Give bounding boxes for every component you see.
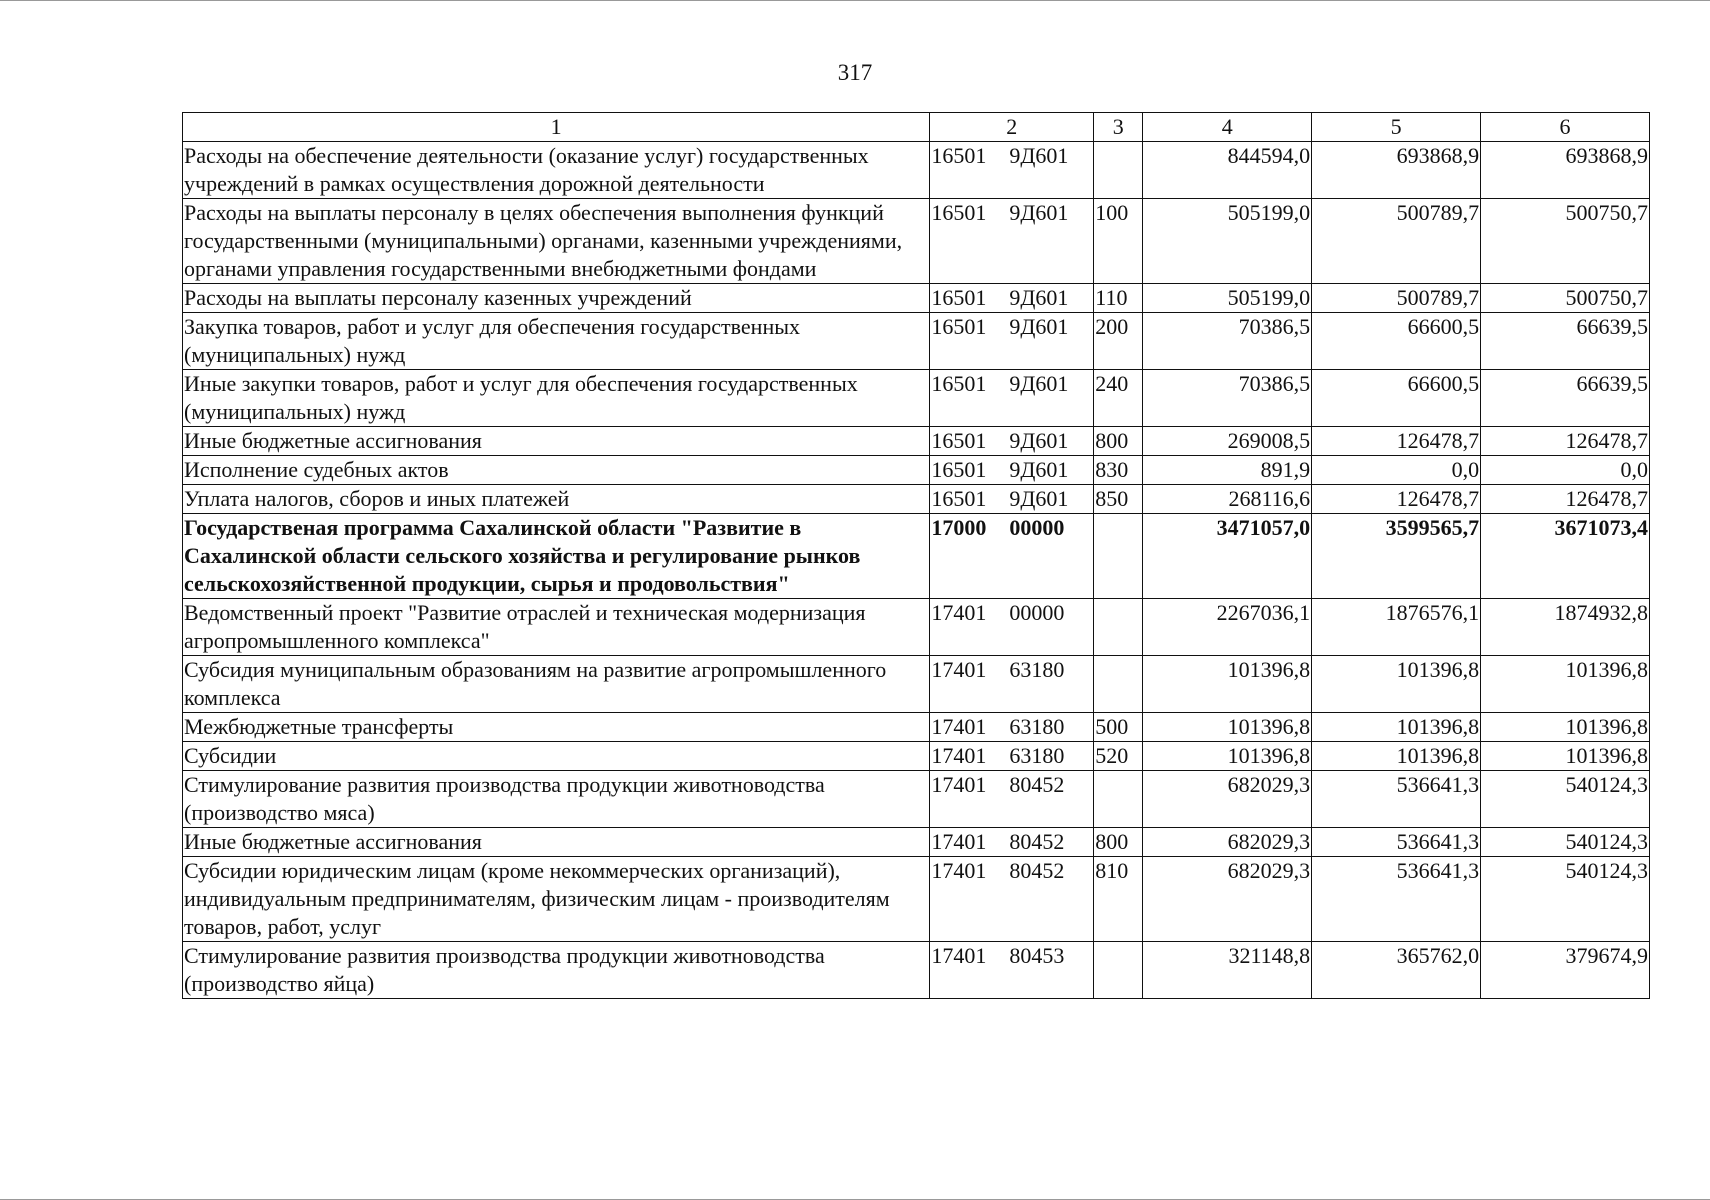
target-article-code xyxy=(930,514,1094,599)
table-row xyxy=(183,713,1650,742)
target-article-code xyxy=(930,142,1094,199)
amount-year-1: 321148,8 xyxy=(1143,942,1312,999)
amount-year-2: 0,0 xyxy=(1312,456,1481,485)
program-code: 17401 xyxy=(931,829,987,854)
expense-type-code: 800 xyxy=(1094,427,1143,456)
row-name: Субсидии xyxy=(183,742,930,771)
amount-year-1: 682029,3 xyxy=(1143,828,1312,857)
amount-year-2: 1876576,1 xyxy=(1312,599,1481,656)
table-row xyxy=(183,284,1650,313)
expense-type-code xyxy=(1094,599,1143,656)
expense-type-code xyxy=(1094,514,1143,599)
table-body xyxy=(183,142,1650,999)
amount-year-1: 101396,8 xyxy=(1143,713,1312,742)
row-name: Субсидии юридическим лицам (кроме некоммерческих организаций), индивидуальным предпринимателям, физическим лицам - производителям товаров, работ, услуг xyxy=(183,857,930,942)
direction-code: 9Д601 xyxy=(1009,143,1069,168)
table-row xyxy=(183,427,1650,456)
expense-type-code: 200 xyxy=(1094,313,1143,370)
amount-year-2: 536641,3 xyxy=(1312,771,1481,828)
expense-type-code xyxy=(1094,656,1143,713)
amount-year-2: 66600,5 xyxy=(1312,313,1481,370)
expense-type-code: 110 xyxy=(1094,284,1143,313)
amount-year-1: 101396,8 xyxy=(1143,742,1312,771)
amount-year-1: 505199,0 xyxy=(1143,199,1312,284)
expense-type-code: 100 xyxy=(1094,199,1143,284)
amount-year-2: 126478,7 xyxy=(1312,427,1481,456)
program-code: 17000 xyxy=(931,515,987,540)
table-row xyxy=(183,514,1650,599)
amount-year-1: 2267036,1 xyxy=(1143,599,1312,656)
expense-type-code xyxy=(1094,771,1143,828)
program-code: 16501 xyxy=(931,486,987,511)
amount-year-1: 505199,0 xyxy=(1143,284,1312,313)
amount-year-3: 101396,8 xyxy=(1481,713,1650,742)
amount-year-3: 101396,8 xyxy=(1481,742,1650,771)
amount-year-3: 101396,8 xyxy=(1481,656,1650,713)
target-article-code xyxy=(930,284,1094,313)
column-header: 4 xyxy=(1143,113,1312,142)
program-code: 16501 xyxy=(931,428,987,453)
table-row xyxy=(183,599,1650,656)
direction-code: 80453 xyxy=(1009,943,1065,968)
row-name: Государственая программа Сахалинской области "Развитие в Сахалинской области сельского хозяйства и регулирование рынков сельскохозяйственной продукции, сырья и продовольствия" xyxy=(183,514,930,599)
amount-year-2: 3599565,7 xyxy=(1312,514,1481,599)
expense-type-code: 520 xyxy=(1094,742,1143,771)
direction-code: 80452 xyxy=(1009,829,1065,854)
table-row xyxy=(183,456,1650,485)
amount-year-2: 101396,8 xyxy=(1312,742,1481,771)
amount-year-3: 3671073,4 xyxy=(1481,514,1650,599)
expense-type-code: 850 xyxy=(1094,485,1143,514)
row-name: Расходы на выплаты персоналу казенных учреждений xyxy=(183,284,930,313)
amount-year-3: 500750,7 xyxy=(1481,199,1650,284)
row-name: Субсидия муниципальным образованиям на развитие агропромышленного комплекса xyxy=(183,656,930,713)
target-article-code xyxy=(930,427,1094,456)
column-header: 3 xyxy=(1094,113,1143,142)
column-header: 6 xyxy=(1481,113,1650,142)
target-article-code xyxy=(930,857,1094,942)
expense-type-code xyxy=(1094,142,1143,199)
amount-year-2: 101396,8 xyxy=(1312,656,1481,713)
expense-type-code: 240 xyxy=(1094,370,1143,427)
row-name: Иные бюджетные ассигнования xyxy=(183,427,930,456)
direction-code: 00000 xyxy=(1009,600,1065,625)
amount-year-3: 66639,5 xyxy=(1481,370,1650,427)
amount-year-3: 540124,3 xyxy=(1481,828,1650,857)
amount-year-3: 500750,7 xyxy=(1481,284,1650,313)
amount-year-2: 126478,7 xyxy=(1312,485,1481,514)
target-article-code xyxy=(930,370,1094,427)
amount-year-2: 66600,5 xyxy=(1312,370,1481,427)
program-code: 16501 xyxy=(931,457,987,482)
row-name: Межбюджетные трансферты xyxy=(183,713,930,742)
amount-year-3: 126478,7 xyxy=(1481,427,1650,456)
amount-year-1: 70386,5 xyxy=(1143,370,1312,427)
amount-year-1: 682029,3 xyxy=(1143,857,1312,942)
table-row xyxy=(183,313,1650,370)
program-code: 16501 xyxy=(931,314,987,339)
amount-year-1: 891,9 xyxy=(1143,456,1312,485)
target-article-code xyxy=(930,656,1094,713)
row-name: Уплата налогов, сборов и иных платежей xyxy=(183,485,930,514)
amount-year-3: 540124,3 xyxy=(1481,857,1650,942)
target-article-code xyxy=(930,456,1094,485)
amount-year-3: 540124,3 xyxy=(1481,771,1650,828)
program-code: 17401 xyxy=(931,743,987,768)
row-name: Расходы на обеспечение деятельности (оказание услуг) государственных учреждений в рамках осуществления дорожной деятельности xyxy=(183,142,930,199)
program-code: 16501 xyxy=(931,143,987,168)
column-header: 1 xyxy=(183,113,930,142)
table-row xyxy=(183,828,1650,857)
direction-code: 63180 xyxy=(1009,743,1065,768)
amount-year-2: 365762,0 xyxy=(1312,942,1481,999)
amount-year-1: 3471057,0 xyxy=(1143,514,1312,599)
direction-code: 9Д601 xyxy=(1009,486,1069,511)
amount-year-2: 693868,9 xyxy=(1312,142,1481,199)
row-name: Иные закупки товаров, работ и услуг для обеспечения государственных (муниципальных) нужд xyxy=(183,370,930,427)
direction-code: 63180 xyxy=(1009,657,1065,682)
table-row xyxy=(183,370,1650,427)
table-row xyxy=(183,199,1650,284)
row-name: Закупка товаров, работ и услуг для обеспечения государственных (муниципальных) нужд xyxy=(183,313,930,370)
amount-year-3: 126478,7 xyxy=(1481,485,1650,514)
amount-year-2: 500789,7 xyxy=(1312,199,1481,284)
row-name: Расходы на выплаты персоналу в целях обеспечения выполнения функций государственными (муниципальными) органами, казенными учреждениями, органами управления государственными внебюджетными фондами xyxy=(183,199,930,284)
row-name: Исполнение судебных актов xyxy=(183,456,930,485)
amount-year-3: 0,0 xyxy=(1481,456,1650,485)
direction-code: 9Д601 xyxy=(1009,314,1069,339)
direction-code: 00000 xyxy=(1009,515,1065,540)
program-code: 17401 xyxy=(931,600,987,625)
page-number: 317 xyxy=(837,60,873,85)
program-code: 17401 xyxy=(931,943,987,968)
table-row xyxy=(183,857,1650,942)
amount-year-1: 268116,6 xyxy=(1143,485,1312,514)
program-code: 16501 xyxy=(931,200,987,225)
target-article-code xyxy=(930,313,1094,370)
direction-code: 63180 xyxy=(1009,714,1065,739)
expense-type-code: 810 xyxy=(1094,857,1143,942)
program-code: 17401 xyxy=(931,772,987,797)
direction-code: 9Д601 xyxy=(1009,371,1069,396)
target-article-code xyxy=(930,742,1094,771)
amount-year-1: 269008,5 xyxy=(1143,427,1312,456)
target-article-code xyxy=(930,199,1094,284)
table-header xyxy=(183,113,1650,142)
table-row xyxy=(183,771,1650,828)
table-row xyxy=(183,942,1650,999)
expense-type-code: 830 xyxy=(1094,456,1143,485)
amount-year-3: 693868,9 xyxy=(1481,142,1650,199)
program-code: 17401 xyxy=(931,657,987,682)
direction-code: 9Д601 xyxy=(1009,428,1069,453)
direction-code: 80452 xyxy=(1009,772,1065,797)
program-code: 16501 xyxy=(931,285,987,310)
target-article-code xyxy=(930,771,1094,828)
row-name: Стимулирование развития производства продукции животноводства (производство яйца) xyxy=(183,942,930,999)
amount-year-1: 101396,8 xyxy=(1143,656,1312,713)
table-row xyxy=(183,485,1650,514)
amount-year-1: 70386,5 xyxy=(1143,313,1312,370)
direction-code: 9Д601 xyxy=(1009,457,1069,482)
expense-type-code xyxy=(1094,942,1143,999)
target-article-code xyxy=(930,599,1094,656)
target-article-code xyxy=(930,713,1094,742)
program-code: 16501 xyxy=(931,371,987,396)
amount-year-1: 682029,3 xyxy=(1143,771,1312,828)
program-code: 17401 xyxy=(931,714,987,739)
direction-code: 9Д601 xyxy=(1009,285,1069,310)
expense-type-code: 500 xyxy=(1094,713,1143,742)
column-header: 2 xyxy=(930,113,1094,142)
program-code: 17401 xyxy=(931,858,987,883)
amount-year-1: 844594,0 xyxy=(1143,142,1312,199)
table-row xyxy=(183,142,1650,199)
row-name: Иные бюджетные ассигнования xyxy=(183,828,930,857)
row-name: Стимулирование развития производства продукции животноводства (производство мяса) xyxy=(183,771,930,828)
direction-code: 9Д601 xyxy=(1009,200,1069,225)
amount-year-2: 536641,3 xyxy=(1312,828,1481,857)
table-row xyxy=(183,742,1650,771)
amount-year-3: 1874932,8 xyxy=(1481,599,1650,656)
budget-table xyxy=(182,112,1650,999)
scan-edge-top xyxy=(0,0,1710,1)
direction-code: 80452 xyxy=(1009,858,1065,883)
amount-year-2: 500789,7 xyxy=(1312,284,1481,313)
table-row xyxy=(183,656,1650,713)
target-article-code xyxy=(930,485,1094,514)
amount-year-2: 536641,3 xyxy=(1312,857,1481,942)
amount-year-2: 101396,8 xyxy=(1312,713,1481,742)
amount-year-3: 379674,9 xyxy=(1481,942,1650,999)
expense-type-code: 800 xyxy=(1094,828,1143,857)
row-name: Ведомственный проект "Развитие отраслей и техническая модернизация агропромышленного комплекса" xyxy=(183,599,930,656)
amount-year-3: 66639,5 xyxy=(1481,313,1650,370)
column-header: 5 xyxy=(1312,113,1481,142)
target-article-code xyxy=(930,828,1094,857)
header-row xyxy=(183,113,1650,142)
target-article-code xyxy=(930,942,1094,999)
